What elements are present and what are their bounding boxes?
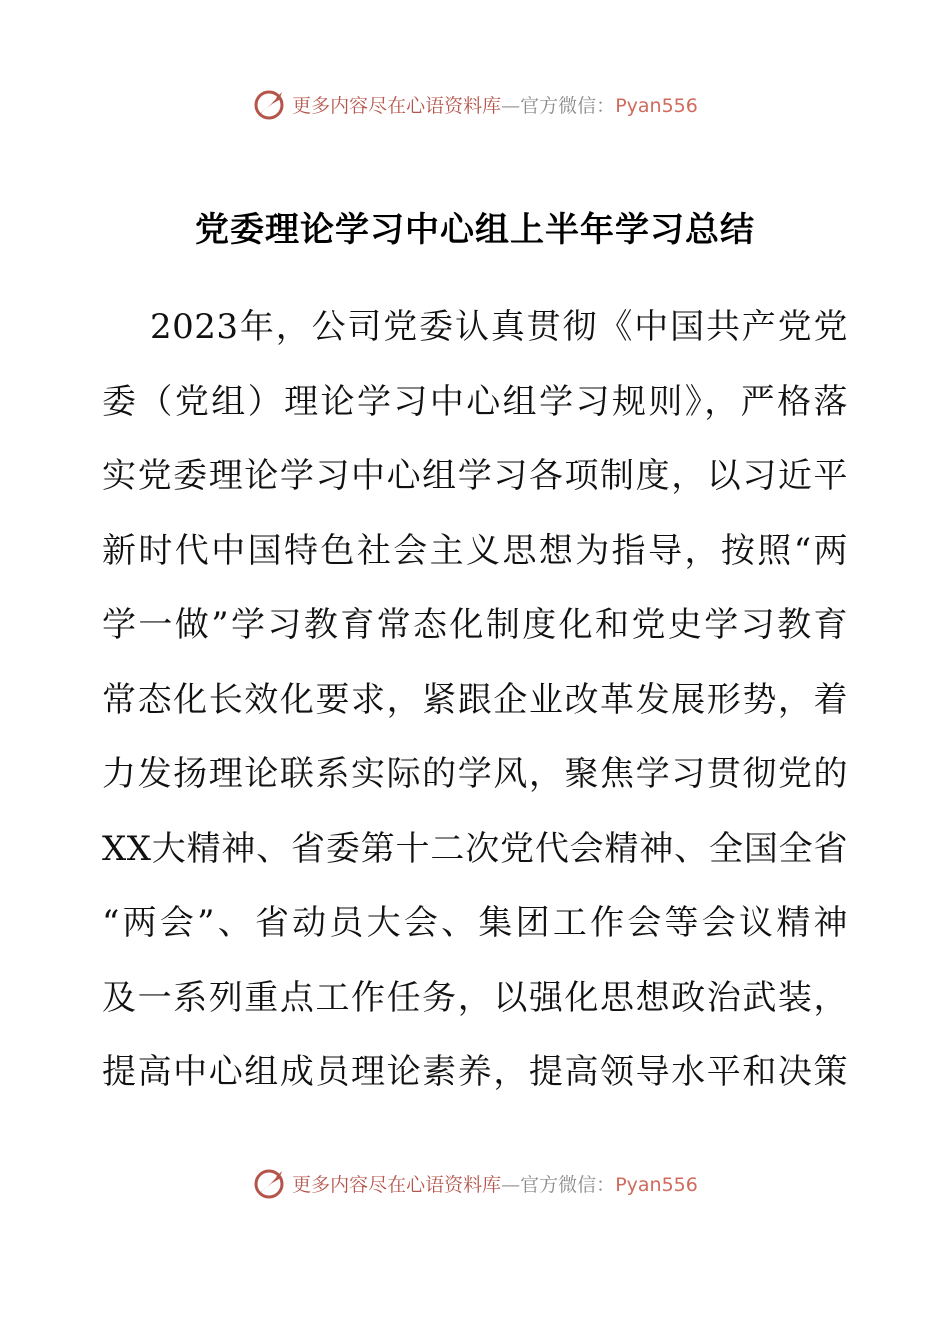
watermark-label: 官方微信：	[520, 1173, 616, 1196]
body-line: 常态化长效化要求，紧跟企业改革发展形势，着	[102, 679, 848, 720]
body-line: 及一系列重点工作任务，以强化思想政治武装，	[102, 977, 848, 1018]
document-body	[102, 290, 848, 1110]
watermark-text	[292, 1170, 698, 1197]
body-line: “两会”、省动员大会、集团工作会等会议精神	[102, 903, 848, 943]
watermark-wechat-id: Pyan556	[615, 1173, 698, 1196]
body-line: 2023年，公司党委认真贯彻《中国共产党党	[150, 307, 848, 347]
watermark-text	[292, 91, 698, 118]
watermark-dash: —	[501, 1173, 521, 1196]
watermark-site: 更多内容尽在心语资料库	[292, 94, 502, 117]
body-line: 委（党组）理论学习中心组学习规则》，严格落	[102, 381, 848, 422]
body-line: 学一做”学习教育常态化制度化和党史学习教育	[102, 605, 848, 645]
body-line: 提高中心组成员理论素养，提高领导水平和决策	[102, 1052, 848, 1092]
body-line: 新时代中国特色社会主义思想为指导，按照“两	[102, 530, 848, 571]
document-title: 党委理论学习中心组上半年学习总结	[195, 210, 755, 250]
watermark-site: 更多内容尽在心语资料库	[292, 1173, 502, 1196]
watermark-label: 官方微信：	[520, 94, 616, 117]
footer-watermark	[0, 1163, 950, 1203]
watermark-dash: —	[501, 94, 521, 117]
body-line: 力发扬理论联系实际的学风，聚焦学习贯彻党的	[102, 754, 848, 794]
quill-logo-icon	[252, 86, 288, 122]
body-line: 实党委理论学习中心组学习各项制度，以习近平	[102, 456, 848, 496]
quill-logo-icon	[252, 1165, 288, 1201]
header-watermark	[0, 84, 950, 124]
watermark-wechat-id: Pyan556	[615, 94, 698, 117]
body-line: XX大精神、省委第十二次党代会精神、全国全省	[102, 828, 848, 869]
